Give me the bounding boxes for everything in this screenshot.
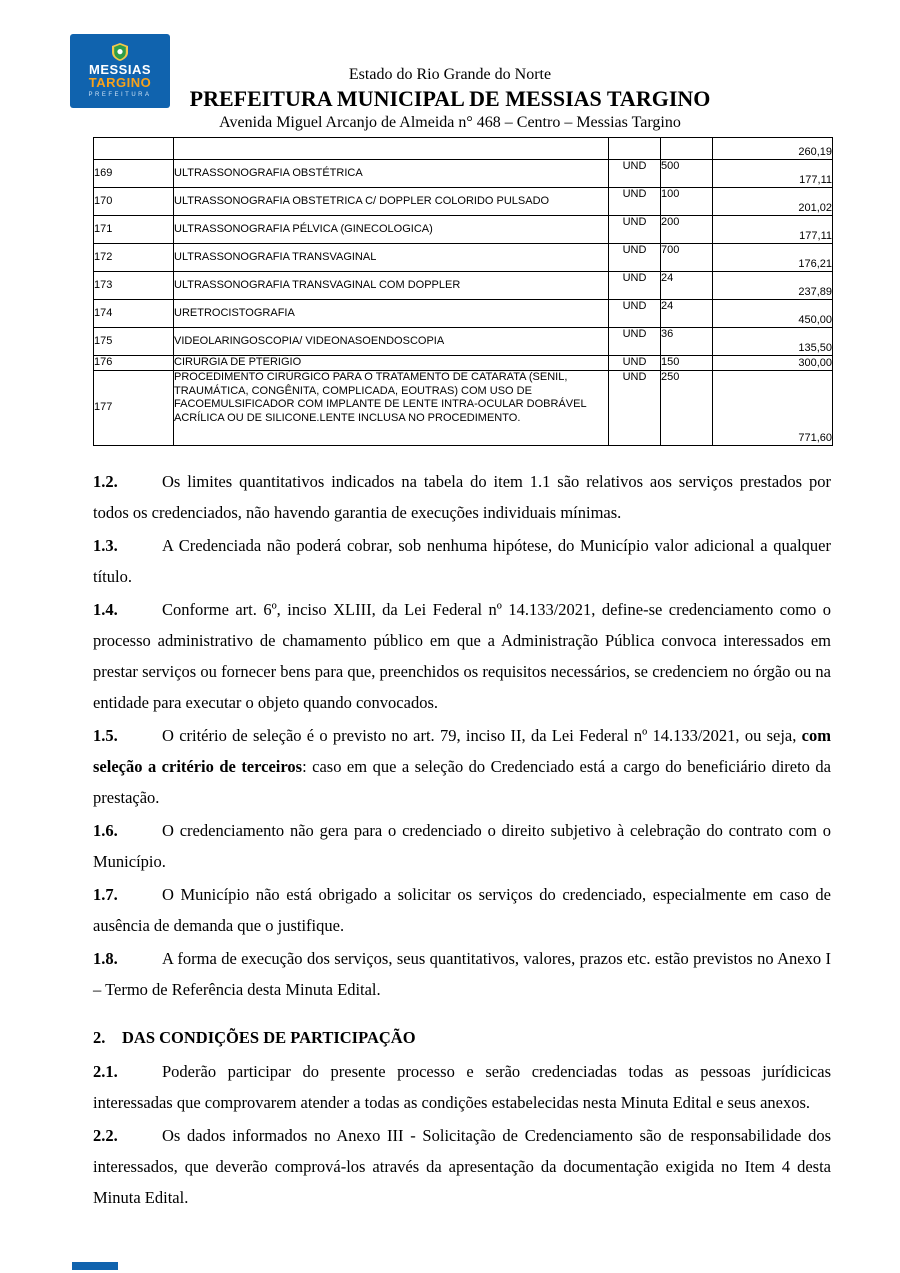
- unit-cell: UND: [609, 188, 661, 216]
- paragraph-1-3: [93, 530, 831, 592]
- paragraph-number: 1.7.: [93, 885, 118, 904]
- table-row-partial: [94, 138, 833, 160]
- item-number-cell: 177: [94, 371, 174, 446]
- state-line: Estado do Rio Grande do Norte: [348, 66, 552, 83]
- unit-cell: UND: [609, 160, 661, 188]
- description-cell: URETROCISTOGRAFIA: [174, 300, 609, 328]
- table-row: [94, 272, 833, 300]
- paragraph-number: 1.4.: [93, 600, 118, 619]
- paragraph-1-5: [93, 720, 831, 813]
- unit-cell: UND: [609, 300, 661, 328]
- table-row: [94, 356, 833, 371]
- description-cell: VIDEOLARINGOSCOPIA/ VIDEONASOENDOSCOPIA: [174, 328, 609, 356]
- price-cell: 260,19: [713, 138, 833, 160]
- price-cell: 176,21: [713, 244, 833, 272]
- table-row: [94, 244, 833, 272]
- municipality-logo: [70, 34, 170, 108]
- item-number-cell: 175: [94, 328, 174, 356]
- section-2-heading: [93, 1022, 831, 1053]
- quantity-cell: 24: [661, 300, 713, 328]
- item-number-cell: [94, 138, 174, 160]
- paragraph-text: Poderão participar do presente processo e serão credenciadas todas as pessoas jurídicicas interessadas que comprovarem atender a todas as condições estabelecidas nesta Minuta Edital e seus anexos.: [93, 1062, 831, 1112]
- paragraph-1-2: [93, 466, 831, 528]
- price-cell: 201,02: [713, 188, 833, 216]
- item-number-cell: 172: [94, 244, 174, 272]
- quantity-cell: 36: [661, 328, 713, 356]
- table-row: [94, 216, 833, 244]
- unit-cell: [609, 138, 661, 160]
- unit-cell: UND: [609, 328, 661, 356]
- item-number-cell: 170: [94, 188, 174, 216]
- quantity-cell: 24: [661, 272, 713, 300]
- paragraph-text: O Município não está obrigado a solicitar os serviços do credenciado, especialmente em caso de ausência de demanda que o justifique.: [93, 885, 831, 935]
- price-cell: 771,60: [713, 371, 833, 446]
- paragraph-text: Conforme art. 6º, inciso XLIII, da Lei Federal nº 14.133/2021, define-se credenciamento como o processo administrativo de chamamento público em que a Administração Pública convoca interessados em prestar serviços ou fornecer bens para que, preenchidos os requisitos necessários, se credenciem no órgão ou na entidade para executar o objeto quando convocados.: [93, 600, 831, 712]
- price-cell: 177,11: [713, 216, 833, 244]
- table-row: [94, 160, 833, 188]
- footer-logo-edge: [72, 1262, 118, 1270]
- logo-text-line1: MESSIAS: [88, 62, 151, 77]
- paragraph-1-4: [93, 594, 831, 718]
- paragraph-number: 2.1.: [93, 1062, 118, 1081]
- table-row: [94, 188, 833, 216]
- price-cell: 450,00: [713, 300, 833, 328]
- paragraph-1-6: [93, 815, 831, 877]
- price-cell: 135,50: [713, 328, 833, 356]
- unit-cell: UND: [609, 244, 661, 272]
- price-cell: 177,11: [713, 160, 833, 188]
- logo-text-line3: PREFEITURA: [88, 92, 152, 98]
- quantity-cell: 200: [661, 216, 713, 244]
- description-cell: CIRURGIA DE PTERIGIO: [174, 356, 609, 371]
- paragraph-1-8: [93, 943, 831, 1005]
- item-number-cell: 169: [94, 160, 174, 188]
- quantity-cell: 100: [661, 188, 713, 216]
- quantity-cell: 500: [661, 160, 713, 188]
- item-number-cell: 173: [94, 272, 174, 300]
- unit-cell: UND: [609, 216, 661, 244]
- description-cell: ULTRASSONOGRAFIA TRANSVAGINAL COM DOPPLER: [174, 272, 609, 300]
- description-cell: [174, 138, 609, 160]
- page-title: PREFEITURA MUNICIPAL DE MESSIAS TARGINO: [189, 86, 711, 111]
- unit-cell: UND: [609, 272, 661, 300]
- paragraph-number: 1.6.: [93, 821, 118, 840]
- document-body: [93, 466, 831, 1213]
- description-cell: ULTRASSONOGRAFIA PÉLVICA (GINECOLOGICA): [174, 216, 609, 244]
- table-row: [94, 328, 833, 356]
- price-cell: 237,89: [713, 272, 833, 300]
- paragraph-number: 1.3.: [93, 536, 118, 555]
- quantity-cell: 250: [661, 371, 713, 446]
- paragraph-bold-text: com seleção a critério de terceiros: [93, 726, 831, 776]
- city-crest-icon: [112, 43, 128, 61]
- paragraph-text: O credenciamento não gera para o credenciado o direito subjetivo à celebração do contrato com o Município.: [93, 821, 831, 871]
- table-row: [94, 371, 833, 446]
- paragraph-1-7: [93, 879, 831, 941]
- paragraph-number: 1.5.: [93, 726, 118, 745]
- item-number-cell: 176: [94, 356, 174, 371]
- paragraph-text: : caso em que a seleção do Credenciado está a cargo do beneficiário direto da prestação.: [93, 757, 831, 807]
- item-number-cell: 171: [94, 216, 174, 244]
- price-cell: 300,00: [713, 356, 833, 371]
- description-cell: ULTRASSONOGRAFIA OBSTETRICA C/ DOPPLER COLORIDO PULSADO: [174, 188, 609, 216]
- paragraph-number: 1.8.: [93, 949, 118, 968]
- paragraph-text: A forma de execução dos serviços, seus quantitativos, valores, prazos etc. estão previstos no Anexo I – Termo de Referência desta Minuta Edital.: [93, 949, 831, 999]
- paragraph-2-1: [93, 1056, 831, 1118]
- address-line: Avenida Miguel Arcanjo de Almeida n° 468 – Centro – Messias Targino: [219, 114, 681, 131]
- paragraph-2-2: [93, 1120, 831, 1213]
- logo-text-line2: TARGINO: [88, 75, 152, 90]
- quantity-cell: 150: [661, 356, 713, 371]
- paragraph-text: Os limites quantitativos indicados na tabela do item 1.1 são relativos aos serviços prestados por todos os credenciados, não havendo garantia de execuções individuais mínimas.: [93, 472, 831, 522]
- price-table: [93, 137, 833, 446]
- unit-cell: UND: [609, 371, 661, 446]
- paragraph-number: 1.2.: [93, 472, 118, 491]
- quantity-cell: 700: [661, 244, 713, 272]
- section-number: 2.: [93, 1028, 106, 1047]
- description-cell: ULTRASSONOGRAFIA OBSTÉTRICA: [174, 160, 609, 188]
- paragraph-text: A Credenciada não poderá cobrar, sob nenhuma hipótese, do Município valor adicional a qualquer título.: [93, 536, 831, 586]
- paragraph-text: O critério de seleção é o previsto no art. 79, inciso II, da Lei Federal nº 14.133/2021, ou seja,: [162, 726, 802, 745]
- table-row: [94, 300, 833, 328]
- item-number-cell: 174: [94, 300, 174, 328]
- description-cell: PROCEDIMENTO CIRÚRGICO PARA O TRATAMENTO DE CATARATA (SENIL, TRAUMÁTICA, CONGÊNITA, COMPLICADA, EOUTRAS) COM USO DE FACOEMULSIFICADOR COM IMPLANTE DE LENTE INTRA-OCULAR DOBRÁVEL ACRÍLICA OU DE SILICONE.LENTE INCLUSA NO PROCEDIMENTO.: [174, 371, 609, 446]
- paragraph-text: Os dados informados no Anexo III - Solicitação de Credenciamento são de responsabilidade dos interessados, que deverão comprová-los através da apresentação da documentação exigida no Item 4 desta Minuta Edital.: [93, 1126, 831, 1207]
- unit-cell: UND: [609, 356, 661, 371]
- description-cell: ULTRASSONOGRAFIA TRANSVAGINAL: [174, 244, 609, 272]
- quantity-cell: [661, 138, 713, 160]
- section-title: DAS CONDIÇÕES DE PARTICIPAÇÃO: [122, 1028, 416, 1047]
- paragraph-number: 2.2.: [93, 1126, 118, 1145]
